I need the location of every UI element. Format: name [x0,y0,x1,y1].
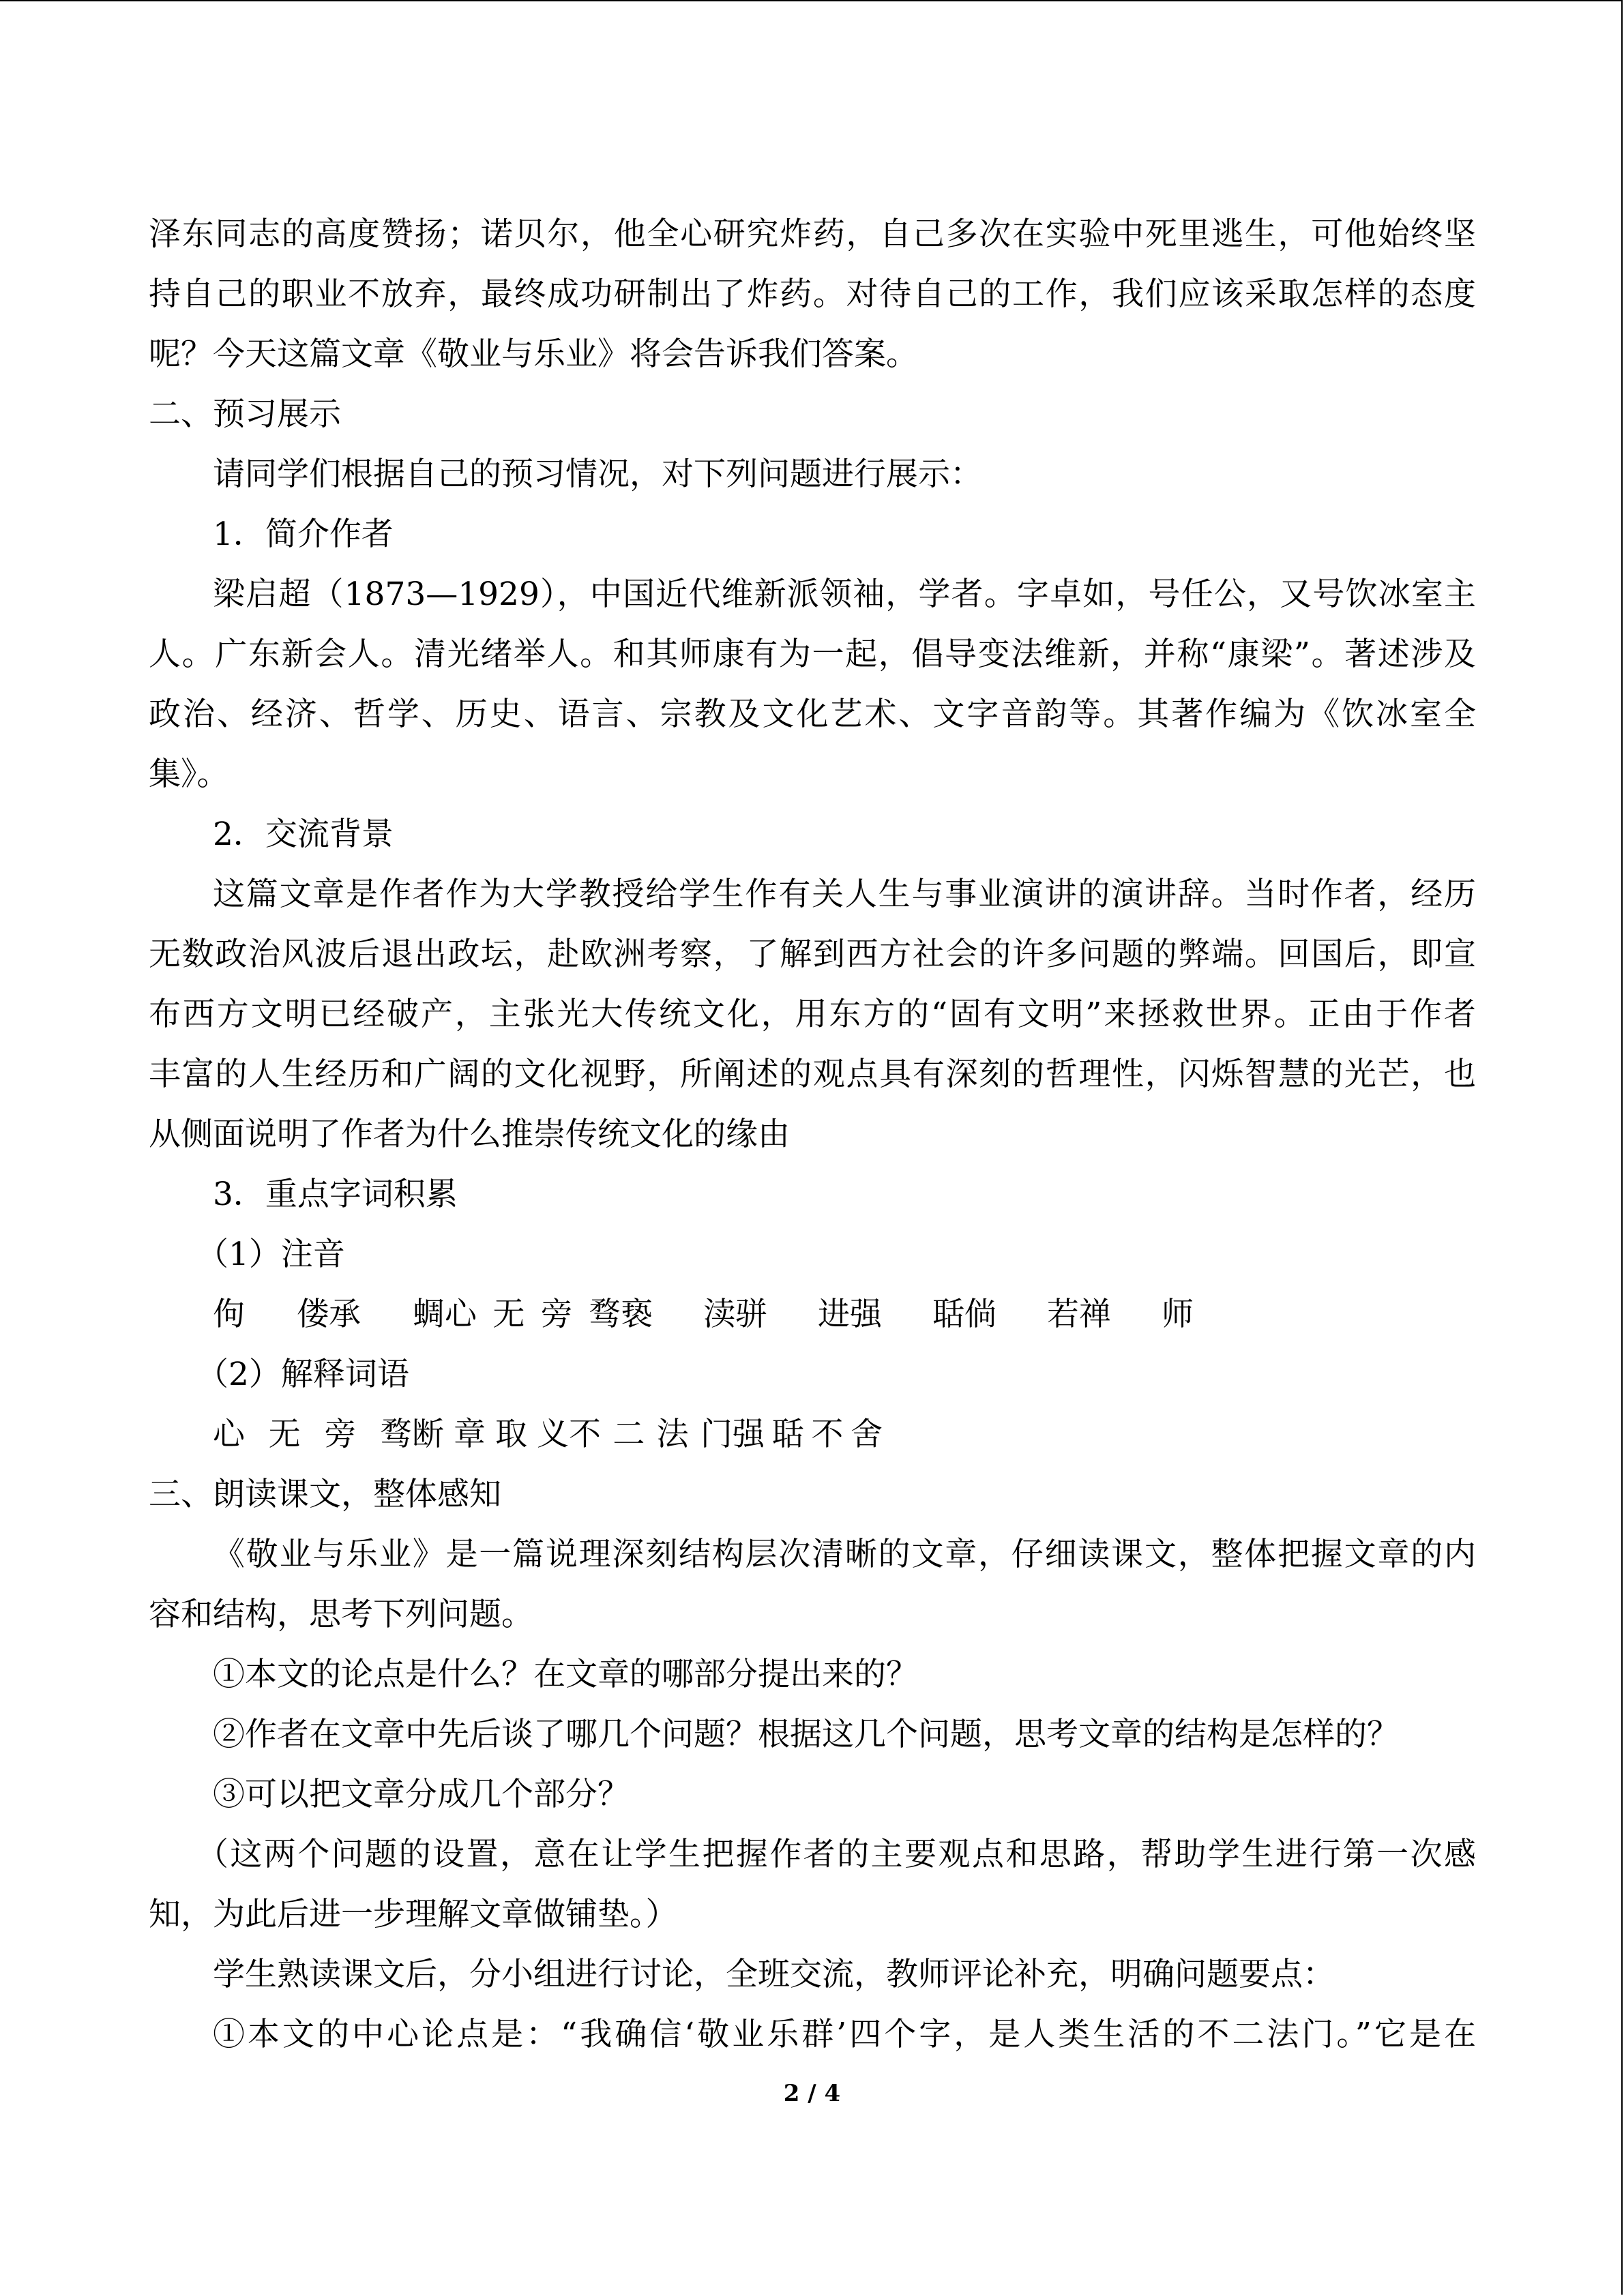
paragraph-line: 这篇文章是作者作为大学教授给学生作有关人生与事业演讲的演讲辞。当时作者，经历 [213,876,1476,913]
paragraph-line: 泽东同志的高度赞扬；诺贝尔，他全心研究炸药，自己多次在实验中死里逃生，可他始终坚 [149,215,1476,253]
vocab-word: 亵渎 [621,1296,735,1333]
paragraph-line: 集》。 [149,756,229,793]
vocab-word: 心无旁骛 [445,1296,621,1333]
subheading-explain: （2）解释词语 [196,1356,409,1393]
subheading-author: 1．简介作者 [213,516,394,553]
explain-word-list [149,1405,1476,1465]
question-item: ①本文的论点是什么？在文章的哪部分提出来的？ [213,1656,918,1693]
paragraph-line: 持自己的职业不放弃，最终成功研制出了炸药。对待自己的工作，我们应该采取怎样的态度 [149,275,1476,313]
paragraph-line: 丰富的人生经历和广阔的文化视野，所阐述的观点具有深刻的哲理性，闪烁智慧的光芒，也 [149,1056,1476,1093]
paragraph-line: 学生熟读课文后，分小组进行讨论，全班交流，教师评论补充，明确问题要点： [213,1956,1335,1993]
paragraph-line: 从侧面说明了作者为什么推崇传统文化的缘由 [149,1116,790,1153]
paragraph-line: 无数政治风波后退出政坛，赴欧洲考察，了解到西方社会的许多问题的弊端。回国后，即宣 [149,936,1476,973]
vocab-word: 强聒不舍 [733,1416,883,1453]
subheading-pinyin: （1）注音 [196,1236,345,1273]
paragraph-line: 请同学们根据自己的预习情况，对下列问题进行展示： [213,456,982,493]
paragraph-line: 梁启超（1873—1929），中国近代维新派领袖，学者。字卓如，号任公，又号饮冰室主 [213,576,1476,613]
paragraph-line: （这两个问题的设置，意在让学生把握作者的主要观点和思路，帮助学生进行第一次感 [196,1836,1476,1873]
paragraph-line: 容和结构，思考下列问题。 [149,1596,533,1633]
paragraph-line: 政治、经济、哲学、历史、语言、宗教及文化艺术、文字音韵等。其著作编为《饮冰室全 [149,696,1476,733]
subheading-vocabulary: 3．重点字词积累 [213,1176,458,1213]
vocab-word: 断章取义 [412,1416,569,1453]
paragraph-line: 呢？今天这篇文章《敬业与乐业》将会告诉我们答案。 [149,336,918,373]
vocab-word: 倘若 [964,1296,1079,1333]
vocab-word: 禅师 [1079,1296,1194,1333]
question-item: ③可以把文章分成几个部分？ [213,1776,630,1813]
paragraph-line: 《敬业与乐业》是一篇说理深刻结构层次清晰的文章，仔细读课文，整体把握文章的内 [213,1536,1476,1573]
paragraph-line: 人。广东新会人。清光绪举人。和其师康有为一起，倡导变法维新，并称“康梁”。著述涉及 [149,636,1476,673]
document-body [149,205,1476,2065]
page-number: 2 / 4 [783,2080,841,2107]
vocab-word: 心无旁骛 [213,1416,412,1453]
paragraph-line: 布西方文明已经破产，主张光大传统文化，用东方的“固有文明”来拯救世界。正由于作者 [149,996,1476,1033]
section-heading-reading: 三、朗读课文，整体感知 [149,1476,501,1513]
vocab-word: 强聒 [850,1296,964,1333]
vocab-word: 骈进 [735,1296,850,1333]
subheading-background: 2．交流背景 [213,816,394,853]
vocab-word: 承蜩 [329,1296,445,1333]
paragraph-line: ①本文的中心论点是：“我确信‘敬业乐群’四个字，是人类生活的不二法门。”它是在 [213,2016,1476,2053]
section-heading-preview: 二、预习展示 [149,396,341,433]
question-item: ②作者在文章中先后谈了哪几个问题？根据这几个问题，思考文章的结构是怎样的？ [213,1716,1399,1753]
vocab-word: 佝偻 [213,1296,329,1333]
vocab-word: 不二法门 [569,1416,733,1453]
paragraph-line: 知，为此后进一步理解文章做铺垫。） [149,1896,678,1933]
pinyin-word-list [149,1285,1476,1345]
